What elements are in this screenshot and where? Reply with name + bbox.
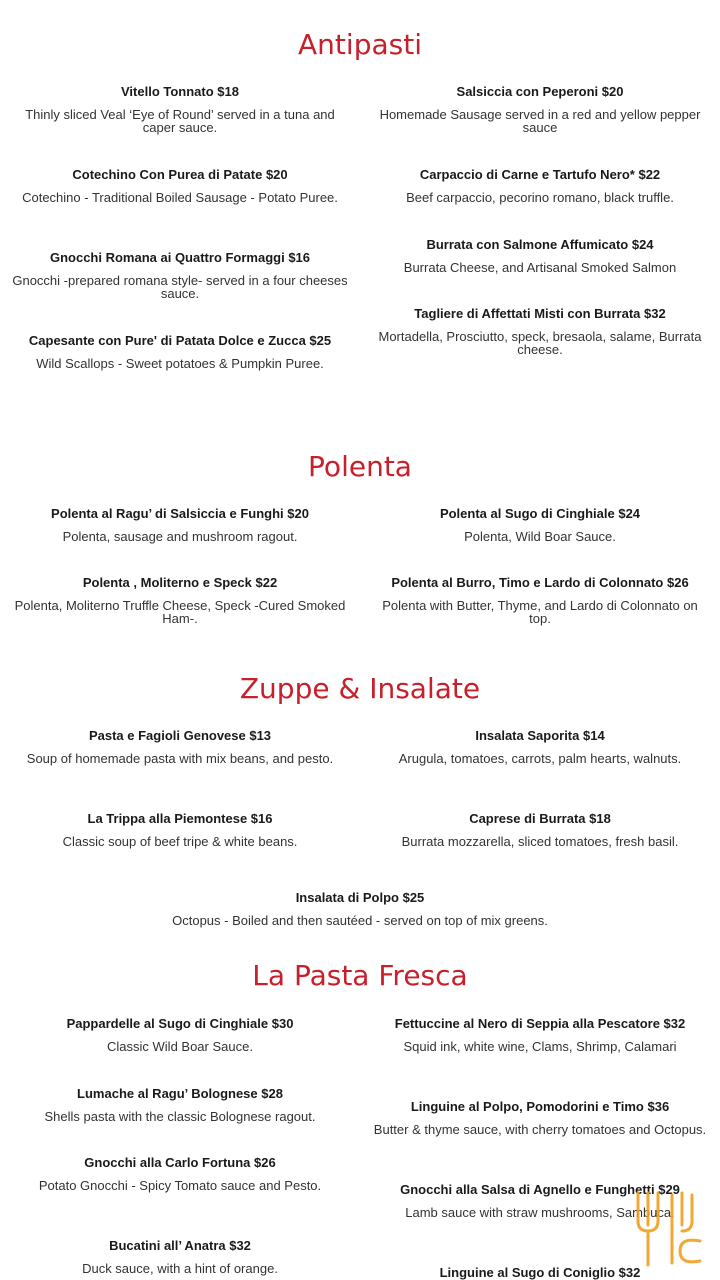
menu-item [370,812,710,848]
menu-item [10,576,350,625]
dish-description: Polenta with Butter, Thyme, and Lardo di Colonnato on top. [382,598,698,626]
dish-description: Burrata Cheese, and Artisanal Smoked Salmon [403,260,677,275]
dish-description: Octopus - Boiled and then sautéed - served on top of mix greens. [172,913,548,928]
menu-item [370,729,710,765]
dish-name: Gnocchi alla Salsa di Agnello e Funghetti $29 [400,1182,680,1197]
dish-name: Tagliere di Affettati Misti con Burrata $32 [414,306,666,321]
dish-description: Mortadella, Prosciutto, speck, bresaola, salame, Burrata cheese. [378,329,702,357]
dish-name: Linguine al Polpo, Pomodorini e Timo $36 [410,1099,670,1114]
menu-item [10,168,350,204]
dish-description: Polenta, sausage and mushroom ragout. [62,529,298,544]
dish-name: Linguine al Sugo di Coniglio $32 [439,1265,641,1280]
dish-description: Arugula, tomatoes, carrots, palm hearts, walnuts. [398,751,682,766]
dish-description: Cotechino - Traditional Boiled Sausage - Potato Puree. [22,190,338,205]
menu-item [10,251,350,300]
dish-name: Capesante con Pure' di Patata Dolce e Zucca $25 [28,333,332,348]
dish-name: Cotechino Con Purea di Patate $20 [72,167,288,182]
dish-name: Gnocchi Romana ai Quattro Formaggi $16 [49,250,311,265]
dish-name: Polenta al Sugo di Cinghiale $24 [439,506,641,521]
dish-description: Burrata mozzarella, sliced tomatoes, fresh basil. [401,834,679,849]
menu-item [370,307,710,356]
menu-item [370,168,710,204]
dish-name: Polenta , Moliterno e Speck $22 [82,575,278,590]
dish-name: Insalata di Polpo $25 [295,890,425,905]
menu-item [10,334,350,370]
dish-name: Caprese di Burrata $18 [469,811,611,826]
menu-item [370,1017,710,1053]
section-title-pasta: La Pasta Fresca [252,959,468,992]
section-title-zuppe: Zuppe & Insalate [239,672,481,705]
dish-description: Gnocchi -prepared romana style- served in a four cheeses sauce. [12,273,348,301]
dish-name: Polenta al Burro, Timo e Lardo di Colonnato $26 [391,575,689,590]
menu-item [370,238,710,274]
dish-name: Insalata Saporita $14 [475,728,605,743]
dish-description: Soup of homemade pasta with mix beans, and pesto. [26,751,334,766]
menu-item [10,1156,350,1192]
menu-item [10,85,350,134]
dish-description: Classic soup of beef tripe & white beans. [62,834,298,849]
menu-item [60,891,660,927]
dish-name: Fettuccine al Nero di Seppia alla Pescatore $32 [394,1016,686,1031]
dish-name: Burrata con Salmone Affumicato $24 [426,237,654,252]
dish-name: Lumache al Ragu’ Bolognese $28 [77,1086,283,1101]
dish-description: Potato Gnocchi - Spicy Tomato sauce and Pesto. [38,1178,322,1193]
dish-name: Vitello Tonnato $18 [121,84,239,99]
dish-description: Polenta, Moliterno Truffle Cheese, Speck -Cured Smoked Ham-. [14,598,346,626]
dish-name: Pappardelle al Sugo di Cinghiale $30 [66,1016,294,1031]
dish-description: Squid ink, white wine, Clams, Shrimp, Calamari [403,1039,677,1054]
dish-description: Wild Scallops - Sweet potatoes & Pumpkin Puree. [36,356,324,371]
menu-item [370,85,710,134]
menu-item [10,1017,350,1053]
dish-description: Shells pasta with the classic Bolognese ragout. [44,1109,316,1124]
section-title-antipasti: Antipasti [298,28,422,61]
dish-name: La Trippa alla Piemontese $16 [87,811,273,826]
menu-item [370,507,710,543]
dish-description: Butter & thyme sauce, with cherry tomatoes and Octopus. [373,1122,707,1137]
menu-item [10,729,350,765]
menu-item [10,507,350,543]
section-title-polenta: Polenta [308,450,412,483]
dish-name: Salsiccia con Peperoni $20 [456,84,624,99]
dish-description: Lamb sauce with straw mushrooms, Sambuca. [405,1205,675,1220]
dish-description: Beef carpaccio, pecorino romano, black truffle. [406,190,674,205]
menu-item [370,1100,710,1136]
dish-name: Gnocchi alla Carlo Fortuna $26 [84,1155,276,1170]
dish-description: Duck sauce, with a hint of orange. [82,1261,278,1276]
menu-item [10,1087,350,1123]
menu-item [370,576,710,625]
menu-item [10,812,350,848]
menu-item [10,1239,350,1275]
fork-logo-icon [630,1185,705,1270]
dish-name: Polenta al Ragu’ di Salsiccia e Funghi $20 [51,506,309,521]
dish-name: Bucatini all’ Anatra $32 [109,1238,251,1253]
dish-description: Polenta, Wild Boar Sauce. [464,529,616,544]
dish-description: Classic Wild Boar Sauce. [107,1039,253,1054]
dish-name: Carpaccio di Carne e Tartufo Nero* $22 [419,167,661,182]
dish-name: Pasta e Fagioli Genovese $13 [88,728,272,743]
dish-description: Homemade Sausage served in a red and yellow pepper sauce [379,107,701,135]
dish-description: Thinly sliced Veal ‘Eye of Round’ served in a tuna and caper sauce. [25,107,335,135]
